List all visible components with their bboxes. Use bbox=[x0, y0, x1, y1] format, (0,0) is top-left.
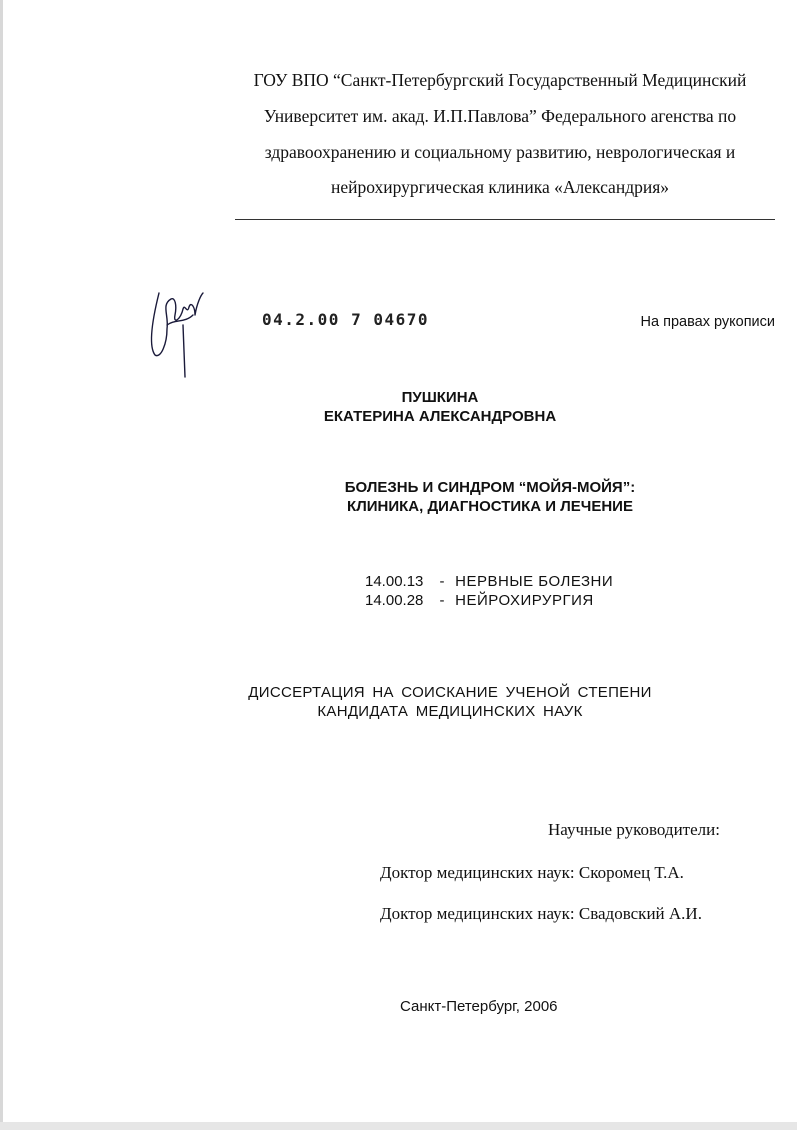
dissertation-title bbox=[300, 478, 680, 516]
degree-line-1: ДИССЕРТАЦИЯ НА СОИСКАНИЕ УЧЕНОЙ СТЕПЕНИ bbox=[248, 684, 652, 701]
specialty-name: НЕРВНЫЕ БОЛЕЗНИ bbox=[455, 573, 614, 590]
supervisors-heading: Научные руководители: bbox=[548, 820, 720, 839]
scan-edge-bottom bbox=[0, 1122, 797, 1130]
title-line-2: КЛИНИКА, ДИАГНОСТИКА И ЛЕЧЕНИЕ bbox=[347, 498, 633, 515]
specialty-separator: - bbox=[439, 573, 445, 590]
specialty-item bbox=[365, 573, 613, 590]
place-and-year: Санкт-Петербург, 2006 bbox=[400, 998, 558, 1015]
scan-edge-left bbox=[0, 0, 3, 1130]
specialty-item bbox=[365, 592, 594, 609]
registration-stamp: 04.2.00 7 04670 bbox=[262, 310, 429, 329]
institution-line-1: ГОУ ВПО “Санкт-Петербургский Государственный Медицинский bbox=[253, 70, 747, 90]
author-surname: ПУШКИНА bbox=[401, 389, 479, 406]
institution-line-3: здравоохранению и социальному развитию, неврологическая и bbox=[264, 142, 736, 162]
author-given-names: ЕКАТЕРИНА АЛЕКСАНДРОВНА bbox=[323, 408, 557, 425]
specialty-name: НЕЙРОХИРУРГИЯ bbox=[455, 592, 594, 609]
institution-line-4: нейрохирургическая клиника «Александрия» bbox=[330, 177, 670, 197]
signature-icon bbox=[145, 285, 205, 380]
title-line-1: БОЛЕЗНЬ И СИНДРОМ “МОЙЯ-МОЙЯ”: bbox=[344, 479, 636, 496]
degree-line-2: КАНДИДАТА МЕДИЦИНСКИХ НАУК bbox=[317, 703, 583, 720]
manuscript-note: На правах рукописи bbox=[640, 314, 775, 330]
author-name bbox=[290, 388, 590, 426]
specialty-code: 14.00.13 bbox=[365, 573, 424, 590]
degree-statement bbox=[230, 683, 670, 721]
institution-line-2: Университет им. акад. И.П.Павлова” Федерального агенства по bbox=[263, 106, 737, 126]
specialty-separator: - bbox=[439, 592, 445, 609]
header-divider bbox=[235, 219, 775, 220]
supervisor-item: Доктор медицинских наук: Свадовский А.И. bbox=[380, 904, 702, 923]
specialty-code: 14.00.28 bbox=[365, 592, 424, 609]
supervisor-item: Доктор медицинских наук: Скоромец Т.А. bbox=[380, 863, 684, 882]
